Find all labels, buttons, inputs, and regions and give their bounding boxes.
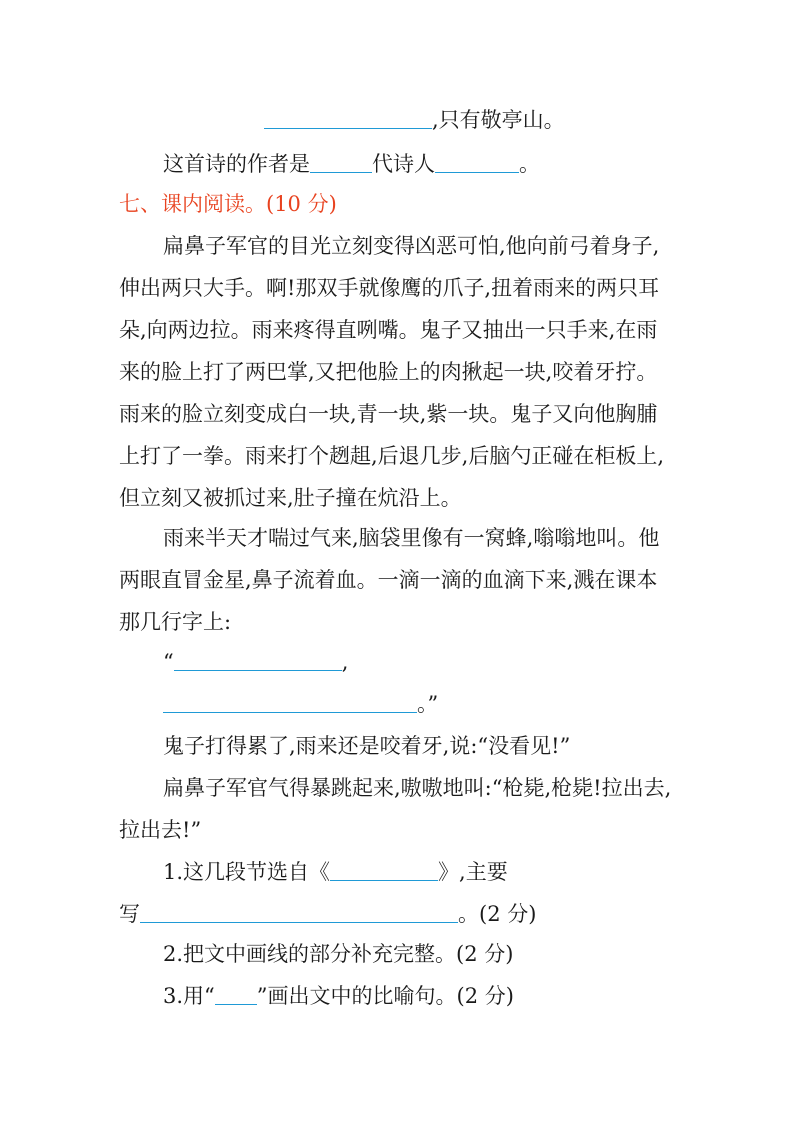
question-2: 2.把文中画线的部分补充完整。(2 分) bbox=[163, 942, 514, 966]
paragraph-line: 扁鼻子军官的目光立刻变得凶恶可怕,他向前弓着身子, bbox=[163, 234, 660, 258]
question-3 bbox=[163, 980, 514, 1010]
quote-close: 。” bbox=[417, 692, 439, 716]
q1-content-blank[interactable] bbox=[140, 921, 458, 923]
dynasty-blank[interactable] bbox=[310, 171, 372, 173]
paragraph-line: 伸出两只大手。啊!那双手就像鹰的爪子,扭着雨来的两只耳 bbox=[119, 276, 660, 300]
quote-open: “ bbox=[163, 650, 174, 674]
paragraph-line: 那几行字上: bbox=[119, 610, 232, 634]
paragraph-line: 但立刻又被抓过来,肚子撞在炕沿上。 bbox=[119, 486, 462, 510]
paragraph-line: 扁鼻子军官气得暴跳起来,嗷嗷地叫:“枪毙,枪毙!拉出去, bbox=[163, 776, 672, 800]
q1-text-d: 。(2 分) bbox=[458, 902, 537, 926]
quote-line-2 bbox=[163, 688, 438, 718]
paragraph-line: 拉出去!” bbox=[119, 818, 202, 842]
section-title: 七、课内阅读。(10 分) bbox=[119, 192, 337, 216]
q1-title-blank[interactable] bbox=[330, 879, 438, 881]
author-mid: 代诗人 bbox=[372, 152, 435, 176]
paragraph-line: 雨来半天才喘过气来,脑袋里像有一窝蜂,嗡嗡地叫。他 bbox=[163, 526, 660, 550]
q1-text-a: 1.这几段节选自《 bbox=[163, 860, 331, 884]
quote-blank-1[interactable] bbox=[174, 669, 342, 671]
quote-blank-2[interactable] bbox=[163, 711, 417, 713]
poet-blank[interactable] bbox=[435, 171, 519, 173]
question-1-cont bbox=[119, 898, 536, 928]
poem-author-line bbox=[163, 148, 540, 178]
q1-text-b: 》,主要 bbox=[438, 860, 508, 884]
paragraph-line: 朵,向两边拉。雨来疼得直咧嘴。鬼子又抽出一只手来,在雨 bbox=[119, 318, 658, 342]
paragraph-line: 上打了一拳。雨来打个趔趄,后退几步,后脑勺正碰在柜板上, bbox=[119, 444, 665, 468]
q3-text-b: ”画出文中的比喻句。(2 分) bbox=[256, 984, 514, 1008]
question-1 bbox=[163, 856, 508, 886]
poem-blank[interactable] bbox=[264, 127, 432, 129]
paragraph-line: 鬼子打得累了,雨来还是咬着牙,说:“没看见!” bbox=[163, 734, 571, 758]
paragraph-line: 来的脸上打了两巴掌,又把他脸上的肉揪起一块,咬着牙拧。 bbox=[119, 360, 658, 384]
paragraph-line: 两眼直冒金星,鼻子流着血。一滴一滴的血滴下来,溅在课本 bbox=[119, 568, 658, 592]
quote-line-1 bbox=[163, 650, 348, 674]
poem-line bbox=[264, 104, 565, 134]
quote-comma: , bbox=[341, 650, 349, 674]
q1-text-c: 写 bbox=[119, 902, 140, 926]
author-prefix: 这首诗的作者是 bbox=[163, 152, 310, 176]
author-end: 。 bbox=[519, 152, 540, 176]
q3-text-a: 3.用“ bbox=[163, 984, 215, 1008]
paragraph-line: 雨来的脸立刻变成白一块,青一块,紫一块。鬼子又向他胸脯 bbox=[119, 402, 658, 426]
poem-line-text: ,只有敬亭山。 bbox=[432, 108, 565, 132]
q3-underline-sample bbox=[215, 1003, 257, 1005]
